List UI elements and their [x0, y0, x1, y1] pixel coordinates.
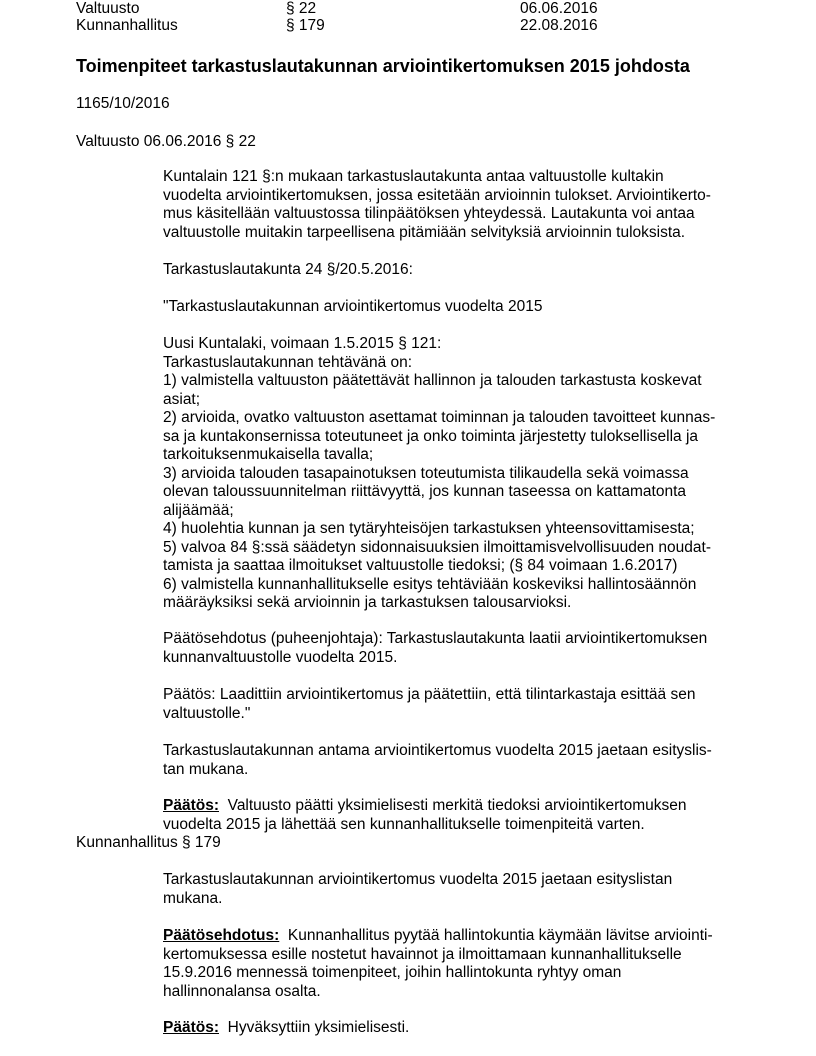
text-line: vuodelta arviointikertomuksen, jossa esitetään arvioinnin tulokset. Arviointikerto- — [163, 186, 711, 204]
text-line: tarkoituksenmukaisella tavalla; — [163, 446, 374, 463]
text-line: alijäämää; — [163, 501, 234, 519]
text-line: kunnanvaltuustolle vuodelta 2015. — [163, 648, 398, 666]
text-line: mukana. — [163, 889, 223, 907]
text-line: Tarkastuslautakunnan tehtävänä on: — [163, 353, 413, 371]
text-line: valtuustolle." — [163, 704, 251, 722]
text-line: kertomuksessa esille nostetut havainnot ja ilmoittamaan kunnanhallitukselle — [163, 945, 682, 963]
quote-title: "Tarkastuslautakunnan arviointikertomus vuodelta 2015 — [163, 298, 543, 315]
text-line: Tarkastuslautakunnan antama arviointikertomus vuodelta 2015 jaetaan esityslis- — [163, 742, 712, 759]
proposal-paragraph — [163, 630, 743, 667]
text-line: 2) arvioida, ovatko valtuuston asettamat toiminnan ja talouden tavoitteet kunnas- — [163, 409, 716, 426]
text-line: 1) valmistella valtuuston päätettävät hallinnon ja talouden tarkastusta koskevat — [163, 372, 702, 389]
text-line: Kuntalain 121 §:n mukaan tarkastuslautakunta antaa valtuustolle kultakin — [163, 168, 664, 185]
valtuusto-decision-paragraph — [163, 797, 743, 834]
text-line: valtuustolle muitakin tarpeellisena pitämiään selvityksiä arvioinnin tuloksista. — [163, 223, 686, 241]
text-line: hallinnonalansa osalta. — [163, 982, 321, 1000]
section-heading-kunnanhallitus: Kunnanhallitus § 179 — [76, 834, 221, 851]
text-line: asiat; — [163, 390, 201, 408]
text-line: 3) arvioida talouden tasapainotuksen toteutumista tilikaudella sekä voimassa — [163, 464, 689, 482]
header-row-valtuusto — [76, 0, 776, 18]
decision-label: Päätös: — [163, 1019, 219, 1036]
header-body: Valtuusto — [76, 0, 140, 17]
distribution-paragraph — [163, 742, 743, 779]
text-line: tamista ja saattaa ilmoitukset valtuustolle tiedoksi; (§ 84 voimaan 1.6.2017) — [163, 557, 678, 574]
text-line: Uusi Kuntalaki, voimaan 1.5.2015 § 121: — [163, 335, 442, 352]
text-line: tan mukana. — [163, 760, 249, 778]
text-line: määräyksiksi sekä arvioinnin ja tarkastuksen talousarvioksi. — [163, 594, 572, 611]
intro-paragraph — [163, 168, 743, 242]
text-line: Päätös: Laadittiin arviointikertomus ja päätettiin, että tilintarkastaja esittää sen — [163, 686, 696, 703]
header-section: § 22 — [286, 0, 317, 17]
text-line: Päätösehdotus (puheenjohtaja): Tarkastuslautakunta laatii arviointikertomuksen — [163, 630, 708, 647]
kh-decision-paragraph — [163, 1019, 743, 1038]
text-line: Valtuusto päätti yksimielisesti merkitä tiedoksi arviointikertomuksen — [227, 797, 687, 814]
text-line: 15.9.2016 mennessä toimenpiteet, joihin hallintokunta ryhtyy oman — [163, 964, 622, 981]
text-line: 4) huolehtia kunnan ja sen tytäryhteisöjen tarkastuksen yhteensovittamisesta; — [163, 520, 695, 537]
header-section: § 179 — [286, 17, 325, 34]
text-line: 6) valmistella kunnanhallitukselle esitys tehtäviään koskeviksi hallintosäännön — [163, 575, 697, 593]
text-line: Tarkastuslautakunnan arviointikertomus vuodelta 2015 jaetaan esityslistan — [163, 871, 673, 888]
proposal-label: Päätösehdotus: — [163, 927, 280, 944]
record-number: 1165/10/2016 — [76, 95, 170, 112]
text-line: vuodelta 2015 ja lähettää sen kunnanhallitukselle toimenpiteitä varten. — [163, 815, 645, 833]
section-heading-valtuusto: Valtuusto 06.06.2016 § 22 — [76, 133, 256, 150]
header-body: Kunnanhallitus — [76, 17, 178, 34]
kh-proposal-paragraph — [163, 927, 743, 1001]
decision-text: Hyväksyttiin yksimielisesti. — [227, 1019, 410, 1036]
header-date: 06.06.2016 — [520, 0, 598, 17]
text-line: olevan taloussuunnitelman riittävyyttä, jos kunnan taseessa on kattamatonta — [163, 483, 687, 500]
kh-distribution-paragraph — [163, 871, 743, 908]
board-reference: Tarkastuslautakunta 24 §/20.5.2016: — [163, 261, 413, 278]
quoted-decision-paragraph — [163, 686, 743, 723]
law-paragraph — [163, 335, 743, 613]
document-title: Toimenpiteet tarkastuslautakunnan arviointikertomuksen 2015 johdosta — [76, 56, 690, 76]
text-line: sa ja kuntakonsernissa toteutuneet ja onko toiminta järjestetty tuloksellisella ja — [163, 427, 699, 445]
text-line: 5) valvoa 84 §:ssä säädetyn sidonnaisuuksien ilmoittamisvelvollisuuden noudat- — [163, 538, 711, 556]
text-line: Kunnanhallitus pyytää hallintokuntia käymään lävitse arviointi- — [287, 927, 713, 944]
text-line: mus käsitellään valtuustossa tilinpäätöksen yhteydessä. Lautakunta voi antaa — [163, 205, 695, 222]
header-row-kunnanhallitus — [76, 17, 776, 35]
decision-label: Päätös: — [163, 797, 219, 814]
header-date: 22.08.2016 — [520, 17, 598, 34]
